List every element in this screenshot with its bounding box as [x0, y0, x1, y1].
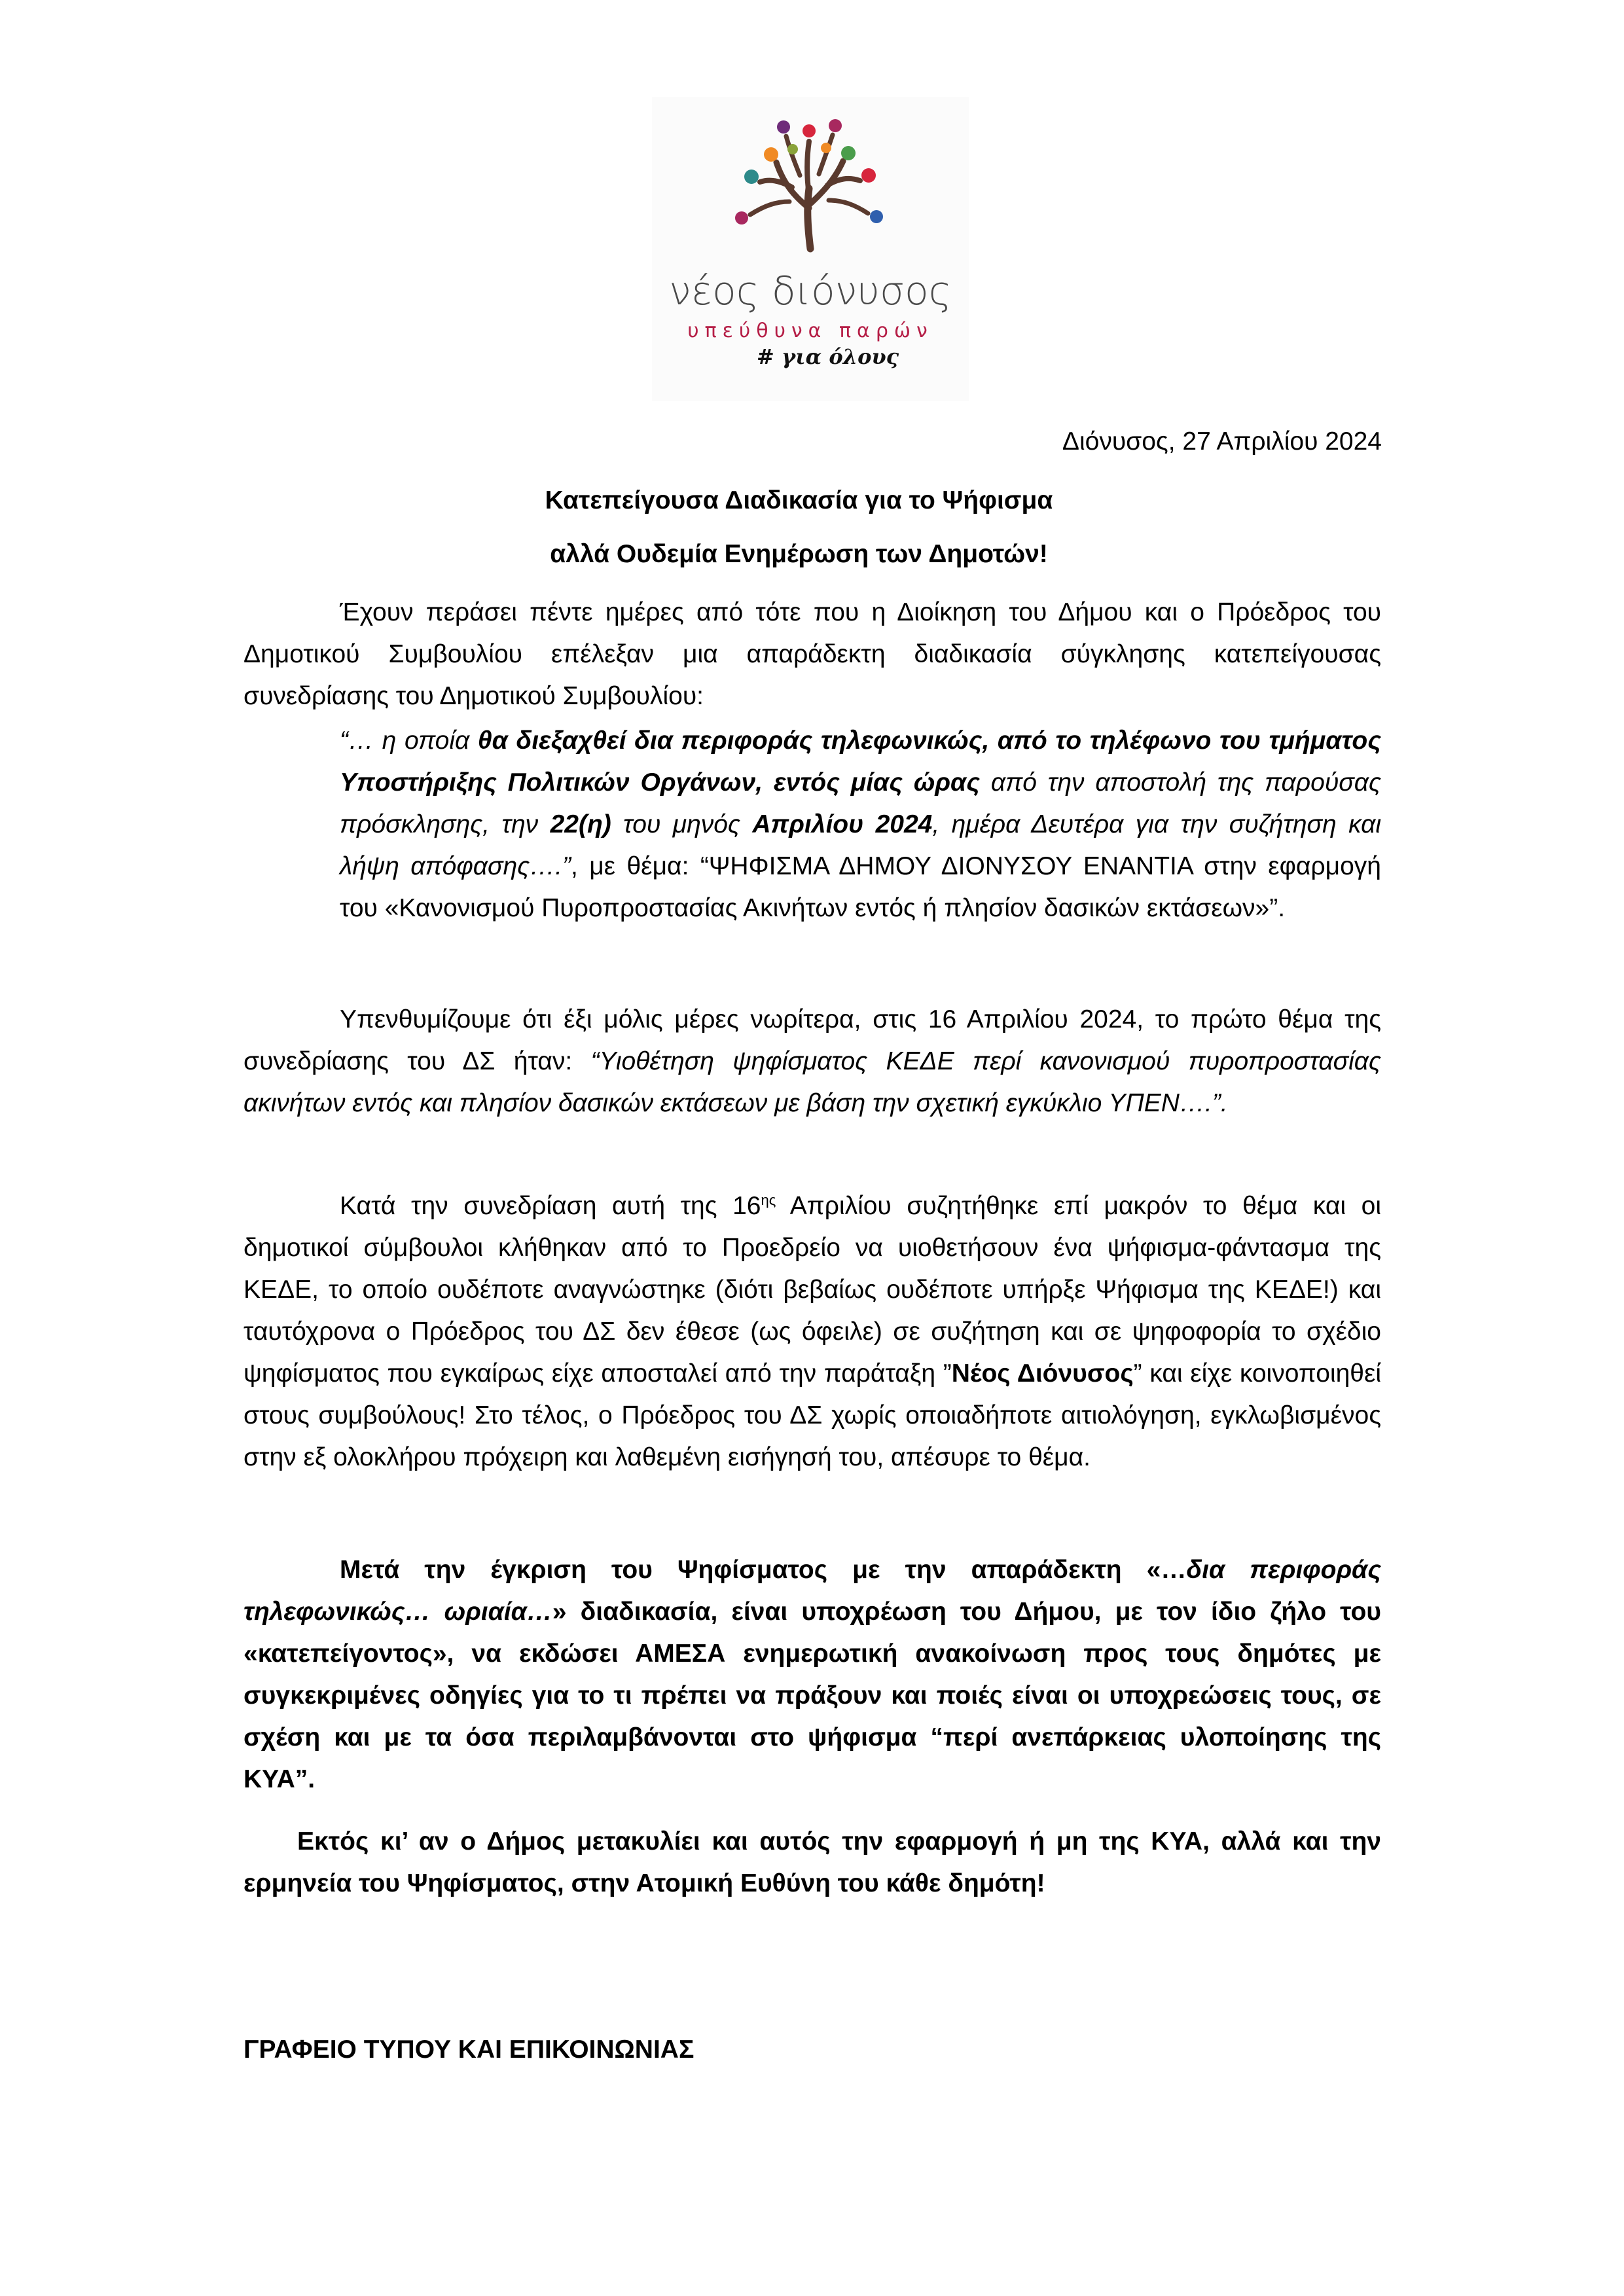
quote-part-d: 22(η)	[550, 810, 611, 838]
quote-part-b: θα διεξαχθεί δια περιφοράς τηλεφωνικώς, από το τηλέφωνο του τμήματος Υποστήριξης Πολιτικών Οργάνων, εντός μίας ώρας	[340, 726, 1381, 797]
quote-part-a: “… η οποία	[340, 726, 478, 755]
paragraph-4-text-c: » διαδικασία, είναι υποχρέωση του Δήμου, με τον ίδιο ζήλο του «κατεπείγοντος», να εκδώσει ΑΜΕΣΑ ενημερωτική ανακοίνωση προς τους δημότες με συγκεκριμένες οδηγίες για το τι πρέπει να πράξουν και ποιές είναι οι υποχρεώσεις τους, σε σχέση και με τα όσα περιλαμβάνονται στο ψήφισμα “περί ανεπάρκειας υλοποίησης της ΚΥΑ”.	[244, 1598, 1382, 1793]
title-line-2: αλλά Ουδεμία Ενημέρωση των Δημοτών!	[550, 540, 1048, 568]
tree-logo-icon	[652, 97, 969, 274]
quote-block	[340, 720, 1381, 929]
paragraph-3	[244, 1185, 1381, 1479]
signature: ΓΡΑΦΕΙΟ ΤΥΠΟΥ ΚΑΙ ΕΠΙΚΟΙΝΩΝΙΑΣ	[244, 2036, 695, 2064]
logo-hashtag: # για όλους	[757, 344, 899, 369]
logo-name: νέος διόνυσος	[669, 268, 952, 314]
quote-part-h: , με θέμα: “ΨΗΦΙΣΜΑ ΔΗΜΟΥ ΔΙΟΝΥΣΟΥ ΕΝΑΝΤΙΑ στην εφαρμογή του «Κανονισμού Πυροπροστασίας Ακινήτων εντός ή πλησίον δασικών εκτάσεων»”.	[340, 852, 1381, 922]
quote-part-e: του μηνός	[611, 810, 753, 838]
document-date: Διόνυσος, 27 Απριλίου 2024	[1062, 427, 1382, 456]
paragraph-3-text-d: ” και είχε κοινοποιηθεί στους συμβούλους! Στο τέλος, ο Πρόεδρος του ΔΣ χωρίς οποιαδήποτε αιτιολόγηση, εγκλωβισμένος στην εξ ολοκλήρου πρόχειρη και λαθεμένη εισήγησή του, απέσυρε το θέμα.	[244, 1359, 1382, 1471]
paragraph-4	[244, 1549, 1381, 1801]
paragraph-4-text-a: Μετά την έγκριση του Ψηφίσματος με την απαράδεκτη «…	[340, 1556, 1187, 1584]
paragraph-3-text-b: Απριλίου συζητήθηκε επί μακρόν το θέμα και οι δημοτικοί σύμβουλοι κλήθηκαν από το Προεδρείο να υιοθετήσουν ένα ψήφισμα-φάντασμα της ΚΕΔΕ, το οποίο ουδέποτε αναγνώστηκε (διότι βεβαίως ουδέποτε υπήρξε Ψήφισμα της ΚΕΔΕ!) και ταυτόχρονα ο Πρόεδρος του ΔΣ δεν έθεσε (ως όφειλε) σε συζήτηση και σε ψηφοφορία το σχέδιο ψηφίσματος που εγκαίρως είχε αποσταλεί από την παράταξη ”	[244, 1192, 1381, 1388]
paragraph-1	[244, 592, 1381, 717]
logo	[652, 97, 969, 401]
paragraph-2-quote: “Υιοθέτηση ψηφίσματος ΚΕΔΕ περί κανονισμού πυροπροστασίας ακινήτων εντός και πλησίον δασικών εκτάσεων με βάση την σχετική εγκύκλιο ΥΠΕΝ….”.	[244, 1047, 1381, 1117]
title-line-1: Κατεπείγουσα Διαδικασία για το Ψήφισμα	[545, 486, 1053, 514]
paragraph-1-text: Έχουν περάσει πέντε ημέρες από τότε που η Διοίκηση του Δήμου και ο Πρόεδρος του Δημοτικού Συμβουλίου επέλεξαν μια απαράδεκτη διαδικασία σύγκλησης κατεπείγουσας συνεδρίασης του Δημοτικού Συμβουλίου:	[244, 598, 1381, 710]
quote-part-f: Απριλίου 2024	[752, 810, 933, 838]
quote-part-c: από την αποστολή της παρούσας πρόσκλησης, την	[340, 768, 1381, 838]
party-name: Νέος Διόνυσος	[951, 1359, 1134, 1388]
ordinal-suffix: ης	[761, 1192, 776, 1208]
paragraph-2-text: Υπενθυμίζουμε ότι έξι μόλις μέρες νωρίτερα, στις 16 Απριλίου 2024, το πρώτο θέμα της συνεδρίασης του ΔΣ ήταν:	[244, 1005, 1381, 1075]
paragraph-5-text: Εκτός κι’ αν ο Δήμος μετακυλίει και αυτός την εφαρμογή ή μη της ΚΥΑ, αλλά και την ερμηνεία του Ψηφίσματος, στην Ατομική Ευθύνη του κάθε δημότη!	[244, 1827, 1381, 1897]
paragraph-2	[244, 999, 1381, 1124]
quote-part-g: , ημέρα Δευτέρα για την συζήτηση και λήψη απόφασης….”	[340, 810, 1382, 880]
paragraph-4-text-b: δια περιφοράς τηλεφωνικώς… ωριαία…	[244, 1556, 1381, 1626]
paragraph-5	[244, 1821, 1381, 1905]
paragraph-3-text-a: Κατά την συνεδρίαση αυτή της 16	[340, 1192, 761, 1220]
logo-tagline: υπεύθυνα παρών	[687, 319, 933, 342]
